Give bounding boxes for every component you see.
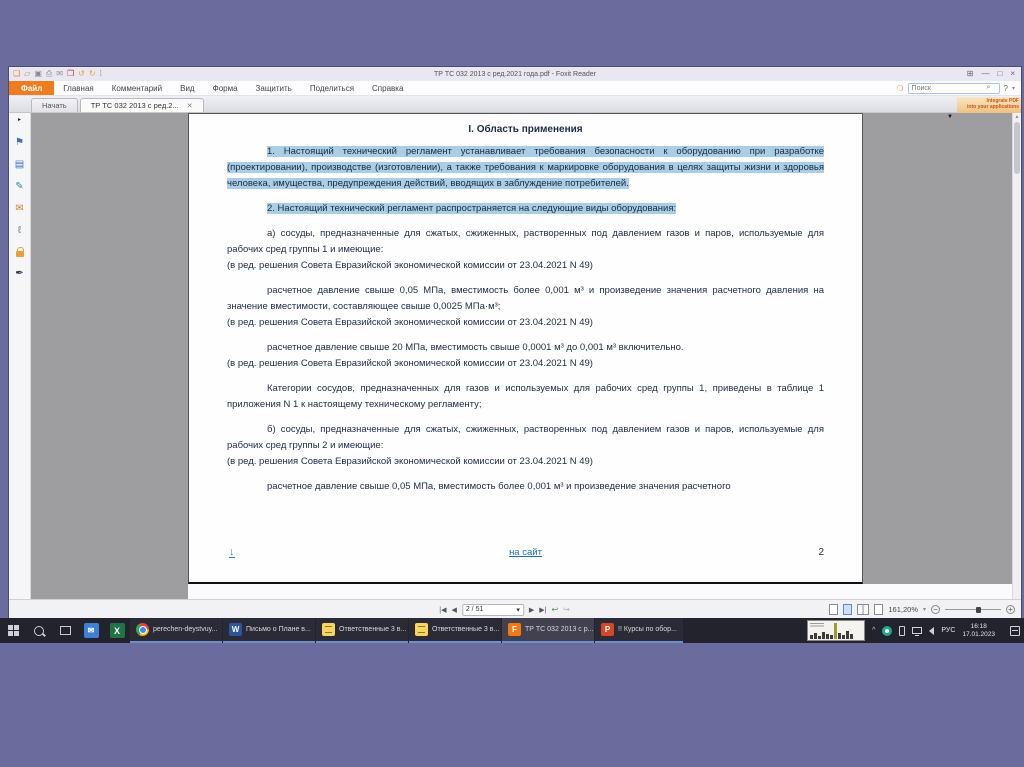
paragraph-text: (в ред. решения Совета Евразийской экономической комиссии от 23.04.2021 N 49) <box>227 260 593 271</box>
zoom-slider[interactable] <box>945 609 1001 610</box>
print-icon[interactable]: ⎙ <box>45 69 53 78</box>
tab-start[interactable] <box>31 98 78 112</box>
menu-items <box>9 81 412 95</box>
pages-icon[interactable]: ▤ <box>14 159 25 170</box>
taskbar-button-notes[interactable] <box>316 618 408 643</box>
pinned-excel-app[interactable] <box>104 618 130 643</box>
next-view-button[interactable]: ↪ <box>563 605 570 614</box>
tab-start-label: Начать <box>42 101 67 110</box>
taskbar-button-label: ТР ТС 032 2013 с р... <box>525 626 594 633</box>
title-bar <box>9 67 1021 81</box>
doc-paragraph <box>227 315 824 331</box>
foxit-reader-window <box>8 66 1022 618</box>
excel-icon: X <box>110 623 125 638</box>
paragraph-text: расчетное давление свыше 20 МПа, вместимость свыше 0,0001 м³ до 0,001 м³ включительно. <box>267 342 684 353</box>
window-title: ТР ТС 032 2013 с ред.2021 года.pdf - Foxit Reader <box>433 70 596 78</box>
paragraph-text: (в ред. решения Совета Евразийской экономической комиссии от 23.04.2021 N 49) <box>227 317 593 328</box>
paragraph-text: расчетное давление свыше 0,05 МПа, вместимость более 0,001 м³ и произведение значения расчетного <box>267 481 731 492</box>
promo-line2: into your applications <box>967 104 1019 110</box>
task-view-icon <box>60 626 71 635</box>
doc-paragraph <box>227 201 824 217</box>
pdf-page <box>188 113 863 584</box>
single-page-view-icon[interactable] <box>829 604 838 615</box>
document-viewport <box>9 113 1021 599</box>
zoom-percentage[interactable]: 161,20% <box>888 605 918 614</box>
layout-icon[interactable]: ⊞ <box>966 69 974 78</box>
ppt-icon: P <box>601 623 614 636</box>
open-file-icon[interactable]: ▱ <box>24 69 31 78</box>
doc-paragraph <box>227 258 824 274</box>
attachments-icon[interactable]: ℓ <box>17 225 22 236</box>
menu-item-3[interactable]: Комментарий <box>111 83 163 93</box>
paragraph-text: а) сосуды, предназначенные для сжатых, сжиженных, растворенных под давлением газов и паров, используемые для рабочих сред группы 1 и имеющие: <box>227 228 824 255</box>
close-icon[interactable]: × <box>1010 69 1015 78</box>
zoom-controls <box>829 604 1015 615</box>
document-heading: I. Область применения <box>468 124 583 135</box>
search-icon[interactable]: ⌕ <box>986 84 991 91</box>
taskbar-button-label: perechen-deystvuy... <box>153 626 218 633</box>
annotate-icon[interactable]: ✎ <box>15 181 24 192</box>
doc-paragraph <box>227 479 824 495</box>
horizontal-scrollbar[interactable] <box>188 584 1012 599</box>
toolbar-collapse-icon[interactable]: ▼ <box>947 114 953 120</box>
page-field-value: 2 / 51 <box>465 606 484 613</box>
taskbar-button-foxit[interactable] <box>502 618 594 643</box>
search-input[interactable] <box>909 85 987 92</box>
zoom-dropdown-icon[interactable]: ▾ <box>922 607 926 613</box>
menu-item-4[interactable]: Вид <box>180 83 195 93</box>
mail-icon: ✉ <box>84 623 99 638</box>
paragraph-text: Категории сосудов, предназначенных для газов и используемых для рабочих сред группы 1, приведены в таблице 1 приложения N 1 к настоящему техническому регламенту; <box>227 383 824 410</box>
search-area <box>896 81 1021 95</box>
minimize-icon[interactable]: — <box>981 69 990 78</box>
antivirus-tray-icon[interactable] <box>882 626 892 636</box>
page-number: 2 <box>818 547 824 558</box>
taskbar-button-ppt[interactable] <box>595 618 683 643</box>
network-icon[interactable] <box>912 627 922 634</box>
date: 17.01.2023 <box>962 630 995 638</box>
customize-toolbar-icon[interactable]: ⁞ <box>99 69 102 78</box>
signature-icon[interactable]: ✒ <box>15 268 24 279</box>
action-center-icon[interactable] <box>1010 626 1020 636</box>
page-field-dropdown-icon[interactable]: ▾ <box>516 606 520 614</box>
paragraph-text: (в ред. решения Совета Евразийской экономической комиссии от 23.04.2021 N 49) <box>227 358 593 369</box>
chrome-icon <box>136 623 149 636</box>
show-hidden-icons-button[interactable]: ^ <box>872 627 876 634</box>
time: 16:18 <box>970 622 987 630</box>
doc-paragraph <box>227 226 824 258</box>
page-nav-controls <box>439 604 570 616</box>
redo-icon[interactable]: ↻ <box>88 69 96 78</box>
scroll-up-icon[interactable]: ▲ <box>1014 114 1020 120</box>
device-tray-icon[interactable] <box>899 626 905 636</box>
taskbar-button-chrome[interactable] <box>130 618 222 643</box>
next-page-button[interactable]: ▶ <box>528 606 535 614</box>
doc-paragraph <box>227 144 824 192</box>
taskbar-search-button[interactable] <box>26 618 52 643</box>
save-icon[interactable]: ▣ <box>34 69 42 78</box>
find-icon[interactable]: ❍ <box>896 83 904 93</box>
tab-document[interactable] <box>80 98 204 112</box>
chevron-down-icon[interactable]: ▾ <box>1011 85 1015 92</box>
page-footer <box>227 544 824 558</box>
continuous-view-icon[interactable] <box>843 604 852 615</box>
promo-line1: Integrate PDF <box>986 98 1019 104</box>
paragraph-text: б) сосуды, предназначенные для сжатых, сжиженных, растворенных под давлением газов и паров, используемые для рабочих сред группы 2 и имеющие: <box>227 424 824 451</box>
undo-icon[interactable]: ↺ <box>78 69 85 78</box>
zoom-in-button[interactable]: + <box>1006 605 1015 614</box>
document-body <box>227 144 824 495</box>
language-indicator[interactable]: РУС <box>941 627 956 634</box>
paragraph-text: 2. Настоящий технический регламент распространяется на следующие виды оборудования: <box>267 203 677 214</box>
volume-icon[interactable] <box>929 627 934 635</box>
open-app-buttons <box>130 618 684 643</box>
download-icon[interactable]: ↓ <box>229 546 235 558</box>
menu-item-6[interactable]: Защитить <box>255 83 292 93</box>
first-page-button[interactable]: |◀ <box>439 606 447 614</box>
document-tab-bar <box>9 96 1021 113</box>
comments-icon[interactable]: ✉ <box>15 203 24 214</box>
taskbar-button-label: Ответственные 3 в... <box>432 626 500 633</box>
help-icon[interactable]: ? <box>1003 83 1008 93</box>
previous-view-button[interactable]: ↩ <box>551 605 559 614</box>
menu-item-7[interactable]: Поделиться <box>309 83 355 93</box>
tab-document-label: ТР ТС 032 2013 с ред.2... <box>90 101 179 110</box>
navigation-panel-sidebar <box>9 113 31 599</box>
doc-paragraph <box>227 454 824 470</box>
email-icon[interactable]: ✉ <box>56 69 63 78</box>
taskbar-button-word[interactable] <box>223 618 315 643</box>
panel-expand-icon[interactable]: ▸ <box>17 117 21 123</box>
doc-paragraph <box>227 356 824 372</box>
doc-paragraph <box>227 381 824 413</box>
word-icon: W <box>229 623 242 636</box>
clock[interactable] <box>962 623 995 639</box>
foxit-icon: F <box>508 623 521 636</box>
taskbar-button-label: Письмо о Плане в... <box>246 626 311 633</box>
last-page-button[interactable]: ▶| <box>539 606 547 614</box>
zoom-slider-thumb[interactable] <box>976 607 981 613</box>
paragraph-text: (в ред. решения Совета Евразийской экономической комиссии от 23.04.2021 N 49) <box>227 456 593 467</box>
windows-logo-icon <box>8 625 19 636</box>
bookmarks-icon[interactable]: ⚑ <box>15 137 24 148</box>
task-view-button[interactable] <box>52 618 78 643</box>
notes-icon <box>322 623 335 636</box>
search-box <box>908 83 1000 94</box>
clipboard-icon[interactable]: ❒ <box>67 69 75 78</box>
menu-item-5[interactable]: Форма <box>212 83 238 93</box>
page-number-field[interactable] <box>462 604 524 616</box>
doc-paragraph <box>227 340 824 356</box>
paragraph-text: 1. Настоящий технический регламент устанавливает требования безопасности к оборудованию при разработке (проектировании), производстве (изготовлении), а также требования к маркировке оборудования в целях защиты жизни и здоровья человека, имущества, предупреждения действий, вводящих в заблуждение потребителей. <box>227 146 824 189</box>
restore-icon[interactable]: □ <box>997 69 1003 78</box>
system-tray <box>807 618 1024 643</box>
book-view-icon[interactable] <box>874 604 883 615</box>
menu-item-8[interactable]: Справка <box>372 83 404 93</box>
taskbar-button-notes[interactable] <box>409 618 501 643</box>
paragraph-text: расчетное давление свыше 0,05 МПа, вместимость более 0,001 м³ и произведение значения расчетного давления на значение вместимости, составляющее свыше 0,0025 МПа·м³; <box>227 285 824 312</box>
menu-item-1[interactable]: Файл <box>9 81 54 95</box>
previous-page-button[interactable]: ◀ <box>451 606 457 614</box>
vertical-scrollbar[interactable] <box>1012 113 1021 599</box>
search-icon <box>34 626 44 636</box>
promo-banner[interactable] <box>957 97 1021 113</box>
doc-paragraph <box>227 283 824 315</box>
open-folder-icon[interactable]: ❏ <box>13 69 21 78</box>
window-controls <box>967 69 1021 79</box>
stock-chart-widget[interactable] <box>807 620 865 641</box>
page-navigation-bar <box>9 599 1021 619</box>
notes-icon <box>415 623 428 636</box>
facing-view-icon[interactable] <box>857 604 869 615</box>
taskbar-button-label: Ответственные 3 в... <box>339 626 407 633</box>
start-button[interactable] <box>0 618 26 643</box>
scrollbar-thumb[interactable] <box>1014 122 1020 174</box>
site-link[interactable]: на сайт <box>509 547 542 558</box>
zoom-out-button[interactable]: − <box>931 605 940 614</box>
taskbar-button-label: !! Курсы по обор... <box>618 626 677 633</box>
pinned-mail-app[interactable] <box>78 618 104 643</box>
tab-close-icon[interactable]: ✕ <box>186 102 193 110</box>
security-lock-icon[interactable] <box>16 251 24 257</box>
menu-item-2[interactable]: Главная <box>63 83 94 93</box>
windows-taskbar <box>0 618 1024 643</box>
menu-bar <box>9 81 1021 96</box>
doc-paragraph <box>227 422 824 454</box>
